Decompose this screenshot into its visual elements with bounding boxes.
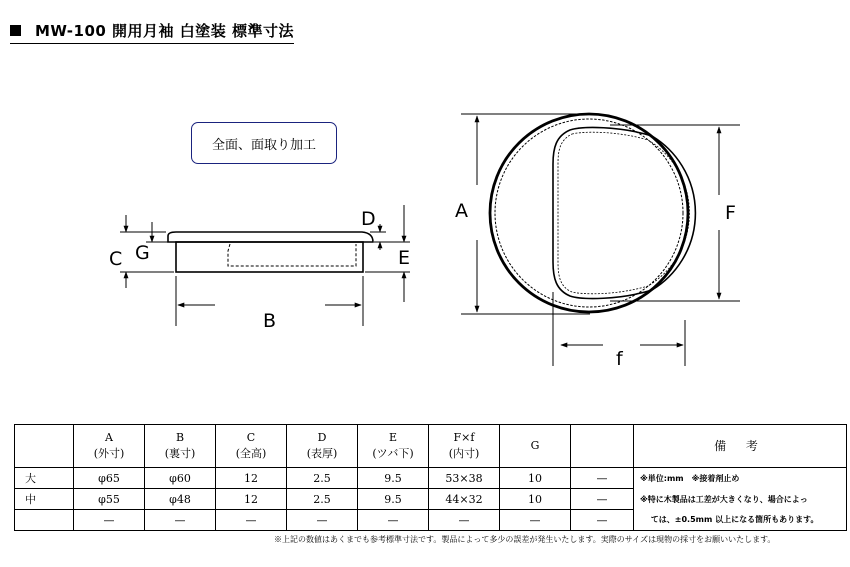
- table-cell: 12: [216, 489, 287, 510]
- dim-label-e: E: [398, 247, 411, 269]
- table-cell: 53×38: [429, 468, 500, 489]
- table-cell: —: [500, 510, 571, 531]
- table-cell: —: [74, 510, 145, 531]
- table-cell: 10: [500, 489, 571, 510]
- table-cell: φ55: [74, 489, 145, 510]
- spec-table: [14, 424, 847, 531]
- remarks-header: 備 考: [634, 425, 847, 468]
- dim-label-g: G: [135, 242, 150, 264]
- table-cell: 9.5: [358, 468, 429, 489]
- header-cell: B (裏寸): [145, 425, 216, 468]
- header-cell: F×f (内寸): [429, 425, 500, 468]
- table-cell: φ48: [145, 489, 216, 510]
- header-cell: A (外寸): [74, 425, 145, 468]
- table-cell: 2.5: [287, 468, 358, 489]
- table-row: [15, 468, 847, 489]
- top-view-bevel: [495, 119, 683, 307]
- header-cell: [571, 425, 634, 468]
- table-cell: —: [358, 510, 429, 531]
- size-label: [15, 510, 74, 531]
- table-cell: —: [429, 510, 500, 531]
- header-cell: E (ツバ下): [358, 425, 429, 468]
- table-cell: 9.5: [358, 489, 429, 510]
- header-cell: D (表厚): [287, 425, 358, 468]
- dim-label-d: D: [361, 208, 376, 230]
- table-cell: —: [571, 489, 634, 510]
- table-cell: —: [571, 468, 634, 489]
- header-cell: C (全高): [216, 425, 287, 468]
- size-label: 大: [15, 468, 74, 489]
- dim-label-f-outer: F: [725, 202, 736, 224]
- table-cell: —: [216, 510, 287, 531]
- side-view-hidden-pocket: [228, 244, 356, 266]
- table-cell: φ60: [145, 468, 216, 489]
- side-view-flange: [168, 232, 373, 242]
- table-cell: 10: [500, 468, 571, 489]
- table-cell: φ65: [74, 468, 145, 489]
- top-view-pocket: [553, 128, 695, 299]
- table-cell: —: [287, 510, 358, 531]
- table-cell: 2.5: [287, 489, 358, 510]
- chamfer-note-text: 全面、面取り加工: [211, 137, 316, 153]
- header-cell: [15, 425, 74, 468]
- table-cell: 12: [216, 468, 287, 489]
- remark-line: ※特に木製品は工差が大きくなり、場合によっ: [634, 489, 847, 510]
- side-view: [168, 232, 373, 272]
- dim-label-c: C: [109, 248, 123, 270]
- table-cell: —: [571, 510, 634, 531]
- dim-label-f-inner: f: [616, 348, 623, 370]
- top-view-outer-rim: [490, 114, 688, 312]
- top-view: [490, 114, 695, 312]
- table-cell: —: [145, 510, 216, 531]
- top-view-dimension-lines: [461, 114, 740, 366]
- dim-label-a: A: [455, 200, 468, 222]
- title-text: MW-100 開用月袖 白塗装 標準寸法: [35, 22, 295, 40]
- remark-line: ※単位:mm ※接着剤止め: [634, 468, 847, 489]
- table-row: [15, 489, 847, 510]
- footnote: ※上記の数値はあくまでも参考標準寸法です。製品によって多少の誤差が発生いたします。実際のサイズは現物の採寸をお願いいたします。: [274, 535, 776, 544]
- remark-line: ては、±0.5mm 以上になる箇所もあります。: [634, 510, 847, 531]
- dim-label-b: B: [263, 310, 277, 332]
- header-cell: G: [500, 425, 571, 468]
- size-label: 中: [15, 489, 74, 510]
- side-view-body: [176, 242, 363, 272]
- table-row: [15, 510, 847, 531]
- table-cell: 44×32: [429, 489, 500, 510]
- spec-header-row: [15, 425, 847, 468]
